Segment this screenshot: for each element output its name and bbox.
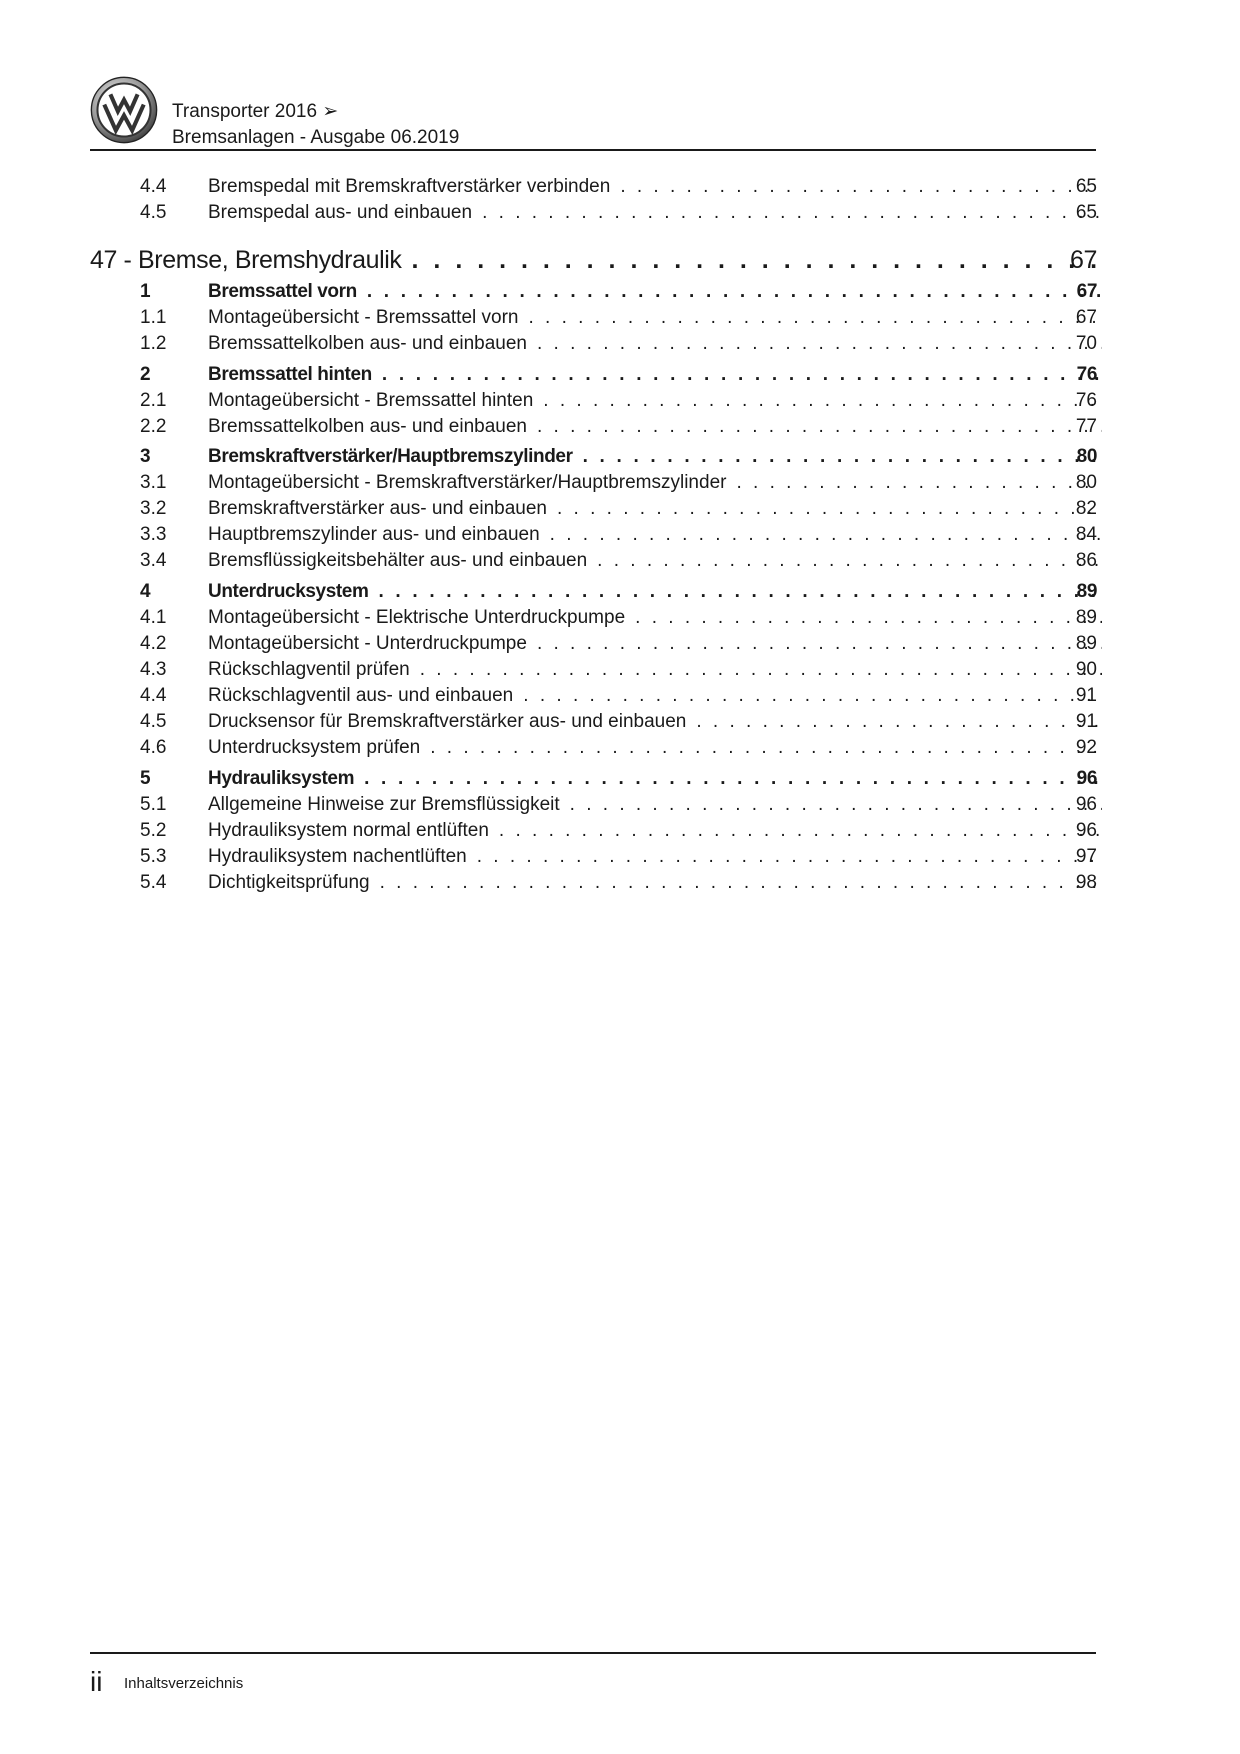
toc-entry[interactable]	[0, 709, 1240, 735]
toc-entry-number: 3.3	[140, 524, 167, 545]
toc-entry[interactable]	[0, 657, 1240, 683]
toc-entry-page: 90	[1075, 659, 1097, 680]
toc-entry-page: 76	[1076, 364, 1097, 385]
toc-section[interactable]	[0, 444, 1240, 470]
toc-entry-page: 77	[1075, 416, 1097, 437]
toc-entry[interactable]	[0, 388, 1240, 414]
toc-entry-title: Bremspedal mit Bremskraftverstärker verbinden	[208, 176, 611, 197]
toc-entry-number: 4.5	[140, 711, 167, 732]
toc-section[interactable]	[0, 579, 1240, 605]
toc-entry-number: 4.6	[140, 737, 167, 758]
toc-entry-title: Bremspedal aus- und einbauen	[208, 202, 473, 223]
toc-entry-number: 4.1	[140, 607, 167, 628]
toc-entry[interactable]	[0, 735, 1240, 761]
toc-entry-page: 89	[1075, 633, 1097, 654]
toc-entry-page: 98	[1075, 872, 1097, 893]
toc-entry-page: 91	[1075, 685, 1097, 706]
toc-entry-page: 70	[1075, 333, 1097, 354]
toc-leader-dots	[364, 766, 1102, 792]
toc-entry-title: Unterdrucksystem	[208, 581, 369, 602]
toc-entry-number: 5.3	[140, 846, 167, 867]
toc-entry-title: Dichtigkeitsprüfung	[208, 872, 370, 893]
toc-entry-title: Rückschlagventil aus- und einbauen	[208, 685, 514, 706]
toc-entry-title: Unterdrucksystem prüfen	[208, 737, 421, 758]
toc-entry-title: Bremssattel hinten	[208, 364, 372, 385]
toc-entry-page: 82	[1075, 498, 1097, 519]
toc-leader-dots	[499, 818, 1102, 844]
toc-leader-dots	[557, 496, 1102, 522]
toc-entry-title: Bremssattelkolben aus- und einbauen	[208, 416, 527, 437]
toc-entry[interactable]	[0, 870, 1240, 896]
toc-entry-title: Bremskraftverstärker/Hauptbremszylinder	[208, 446, 573, 467]
toc-entry-page: 96	[1076, 768, 1097, 789]
toc-entry-title: Bremssattel vorn	[208, 281, 357, 302]
toc-entry-title: Hydrauliksystem	[208, 768, 355, 789]
toc-entry-number: 2	[140, 364, 151, 385]
toc-leader-dots	[420, 657, 1102, 683]
toc-leader-dots	[412, 244, 1102, 276]
toc-entry-page: 80	[1075, 472, 1097, 493]
toc-leader-dots	[537, 414, 1102, 440]
toc-entry-title: Montageübersicht - Elektrische Unterdruckpumpe	[208, 607, 626, 628]
toc-entry-page: 67	[1075, 307, 1097, 328]
document-title: Transporter 2016 ➢	[172, 101, 339, 122]
toc-entry-page: 91	[1075, 711, 1097, 732]
toc-entry-number: 3.1	[140, 472, 167, 493]
header-divider	[90, 149, 1096, 151]
toc-entry-number: 1	[140, 281, 151, 302]
toc-entry-number: 5.1	[140, 794, 167, 815]
toc-entry-number: 4.4	[140, 685, 167, 706]
toc-leader-dots	[482, 200, 1102, 226]
toc-entry-number: 2.1	[140, 390, 167, 411]
toc-entry-title: Drucksensor für Bremskraftverstärker aus- und einbauen	[208, 711, 687, 732]
toc-entry[interactable]	[0, 200, 1240, 226]
toc-leader-dots	[523, 683, 1102, 709]
toc-entry-number: 2.2	[140, 416, 167, 437]
toc-entry-page: 67	[1076, 281, 1097, 302]
toc-entry-title: Montageübersicht - Bremskraftverstärker/Hauptbremszylinder	[208, 472, 727, 493]
toc-entry-page: 96	[1075, 794, 1097, 815]
toc-leader-dots	[736, 470, 1102, 496]
toc-entry-title: Montageübersicht - Bremssattel hinten	[208, 390, 534, 411]
toc-entry-page: 86	[1075, 550, 1097, 571]
toc-entry-page: 92	[1075, 737, 1097, 758]
toc-entry[interactable]	[0, 305, 1240, 331]
toc-section[interactable]	[0, 279, 1240, 305]
toc-leader-dots	[367, 279, 1102, 305]
toc-entry-title: Hauptbremszylinder aus- und einbauen	[208, 524, 540, 545]
toc-leader-dots	[528, 305, 1102, 331]
toc-entry[interactable]	[0, 174, 1240, 200]
toc-chapter-heading[interactable]	[0, 244, 1240, 276]
toc-entry[interactable]	[0, 331, 1240, 357]
toc-leader-dots	[537, 631, 1102, 657]
toc-entry-number: 3.4	[140, 550, 167, 571]
toc-entry-number: 5.2	[140, 820, 167, 841]
toc-entry-page: 65	[1075, 176, 1097, 197]
toc-entry-number: 4.2	[140, 633, 167, 654]
toc-entry[interactable]	[0, 605, 1240, 631]
toc-entry-page: 97	[1075, 846, 1097, 867]
toc-entry-page: 96	[1075, 820, 1097, 841]
toc-entry-title: Bremsflüssigkeitsbehälter aus- und einbauen	[208, 550, 588, 571]
toc-entry-number: 4.4	[140, 176, 167, 197]
toc-entry[interactable]	[0, 522, 1240, 548]
toc-entry[interactable]	[0, 844, 1240, 870]
toc-entry-title: Bremskraftverstärker aus- und einbauen	[208, 498, 547, 519]
toc-section[interactable]	[0, 362, 1240, 388]
toc-leader-dots	[550, 522, 1102, 548]
toc-entry-page: 65	[1075, 202, 1097, 223]
toc-entry-title: Bremssattelkolben aus- und einbauen	[208, 333, 527, 354]
toc-entry-number: 3.2	[140, 498, 167, 519]
toc-entry-number: 4.3	[140, 659, 167, 680]
toc-entry-number: 5	[140, 768, 151, 789]
toc-entry-title: Hydrauliksystem nachentlüften	[208, 846, 467, 867]
footer-page-number: ii	[90, 1666, 103, 1697]
toc-entry[interactable]	[0, 683, 1240, 709]
toc-entry[interactable]	[0, 414, 1240, 440]
toc-entry[interactable]	[0, 496, 1240, 522]
toc-entry-page: 80	[1076, 446, 1097, 467]
toc-entry-page: 89	[1076, 581, 1097, 602]
toc-leader-dots	[380, 870, 1102, 896]
toc-entry-title: Hydrauliksystem normal entlüften	[208, 820, 489, 841]
toc-leader-dots	[620, 174, 1102, 200]
toc-leader-dots	[696, 709, 1102, 735]
toc-entry-title: Rückschlagventil prüfen	[208, 659, 410, 680]
toc-entry[interactable]	[0, 470, 1240, 496]
document-subtitle: Bremsanlagen - Ausgabe 06.2019	[172, 127, 460, 148]
toc-chapter-title: 47 - Bremse, Bremshydraulik	[90, 246, 402, 274]
toc-entry-number: 5.4	[140, 872, 167, 893]
toc-entry[interactable]	[0, 548, 1240, 574]
toc-leader-dots	[570, 792, 1102, 818]
toc-entry[interactable]	[0, 818, 1240, 844]
toc-entry-page: 84	[1075, 524, 1097, 545]
toc-leader-dots	[382, 362, 1102, 388]
toc-entry-number: 3	[140, 446, 151, 467]
toc-entry-title: Allgemeine Hinweise zur Bremsflüssigkeit	[208, 794, 560, 815]
toc-leader-dots	[597, 548, 1102, 574]
toc-entry-number: 1.2	[140, 333, 167, 354]
footer-label: Inhaltsverzeichnis	[124, 1675, 244, 1692]
footer-divider	[90, 1652, 1096, 1654]
toc-entry-title: Montageübersicht - Unterdruckpumpe	[208, 633, 527, 654]
toc-entry[interactable]	[0, 792, 1240, 818]
toc-section[interactable]	[0, 766, 1240, 792]
toc-chapter-page: 67	[1069, 246, 1097, 274]
toc-leader-dots	[477, 844, 1102, 870]
toc-entry-page: 76	[1075, 390, 1097, 411]
toc-entry-page: 89	[1075, 607, 1097, 628]
toc-leader-dots	[430, 735, 1102, 761]
toc-entry-number: 1.1	[140, 307, 167, 328]
toc-entry-number: 4.5	[140, 202, 167, 223]
toc-leader-dots	[583, 444, 1102, 470]
vw-logo-icon	[90, 76, 158, 144]
toc-leader-dots	[543, 388, 1102, 414]
toc-entry-number: 4	[140, 581, 151, 602]
toc-leader-dots	[378, 579, 1102, 605]
toc-leader-dots	[635, 605, 1102, 631]
toc-leader-dots	[537, 331, 1102, 357]
toc-entry[interactable]	[0, 631, 1240, 657]
toc-entry-title: Montageübersicht - Bremssattel vorn	[208, 307, 519, 328]
